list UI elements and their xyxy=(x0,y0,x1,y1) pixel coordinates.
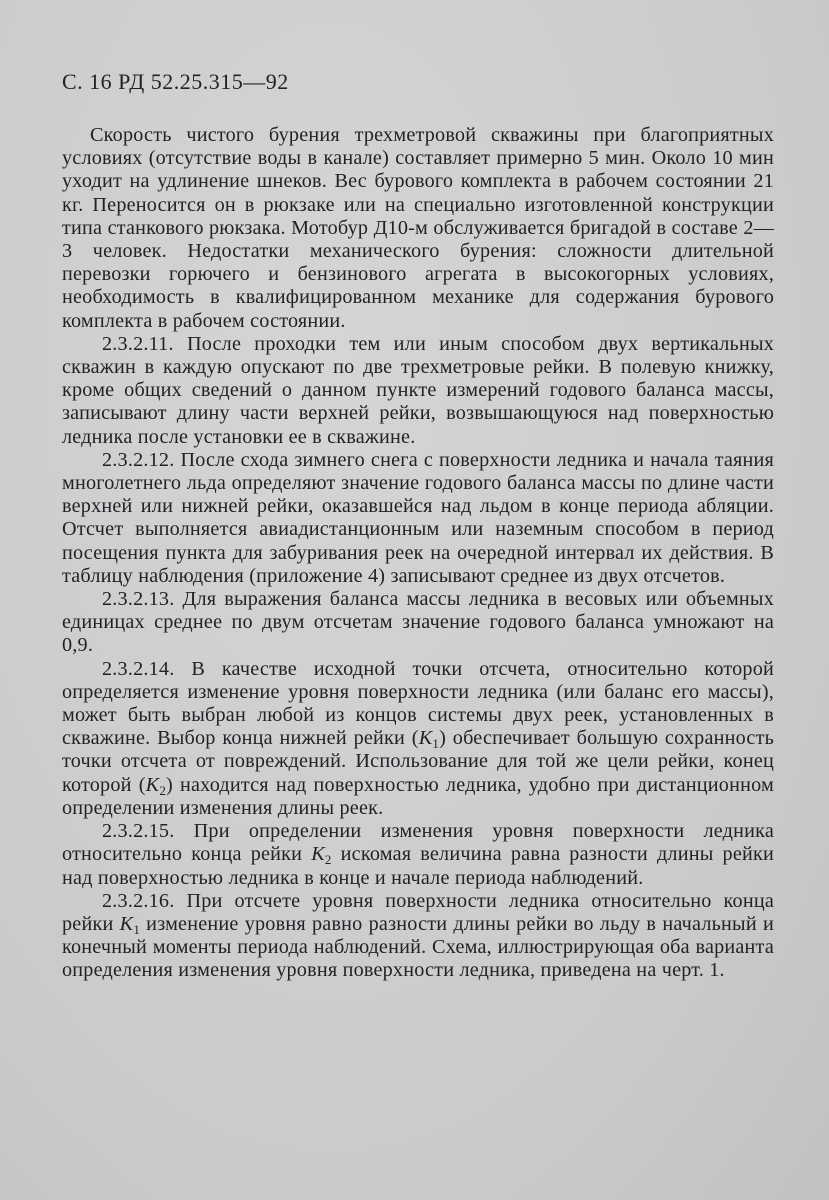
paragraph-2-3-2-16 xyxy=(62,890,774,983)
clause-number: 2.3.2.15. xyxy=(102,820,175,843)
paragraph-text-part: ) находится над поверхностью ледника, удобно при дистанционном определении изменения длины реек. xyxy=(62,773,774,819)
variable-k: K xyxy=(145,773,160,796)
paragraph-2-3-2-13 xyxy=(62,588,774,658)
clause-number: 2.3.2.13. xyxy=(102,588,175,611)
paragraph-2-3-2-12 xyxy=(62,449,774,588)
variable-subscript: 1 xyxy=(432,736,440,752)
paragraph-text: После схода зимнего снега с поверхности ледника и начала таяния многолетнего льда определяют значение годового баланса массы по длине части верхней или нижней рейки, оказавшейся над льдом в конце периода абляции. Отсчет выполняется авиадистанционным или наземным способом в период посещения пункта для забуривания реек на очередной интервал их действия. В таблицу наблюдения (приложение 4) записывают среднее из двух отсчетов. xyxy=(62,448,774,587)
page-header: С. 16 РД 52.25.315—92 xyxy=(62,69,289,94)
clause-number: 2.3.2.11. xyxy=(102,332,174,355)
paragraph-2-3-2-14 xyxy=(62,658,774,820)
paragraph-2-3-2-15 xyxy=(62,820,774,890)
paragraph-2-3-2-11 xyxy=(62,333,774,449)
paragraph-text-part: При отсчете уровня поверхности ледника относительно конца рейки xyxy=(62,889,774,935)
clause-number: 2.3.2.12. xyxy=(102,448,175,471)
document-page xyxy=(62,68,774,983)
variable-subscript: 2 xyxy=(159,782,167,798)
paragraph-text: Для выражения баланса массы ледника в весовых или объемных единицах среднее по двум отсчетам значение годового баланса умножают на 0,9. xyxy=(62,588,774,657)
variable-k: K xyxy=(418,727,433,750)
variable-subscript: 2 xyxy=(324,852,332,868)
paragraph-text: Скорость чистого бурения трехметровой скважины при благоприятных условиях (отсутствие воды в канале) составляет примерно 5 мин. Около 10 мин уходит на удлинение шнеков. Вес бурового комплекта в рабочем состоянии 21 кг. Переносится он в рюкзаке или на специально изготовленной конструкции типа станкового рюкзака. Мотобур Д10-м обслуживается бригадой в составе 2—3 человек. Недостатки механического бурения: сложности длительной перевозки горючего и бензинового агрегата в высокогорных условиях, необходимость в квалифицированном механике для содержания бурового комплекта в рабочем состоянии. xyxy=(62,124,774,332)
paragraph-intro xyxy=(62,124,774,333)
paragraph-text-part: В качестве исходной точки отсчета, относительно которой определяется изменение уровня поверхности ледника (или баланс его массы), может быть выбран любой из концов системы двух реек, установленных в скважине. Выбор конца нижней рейки ( xyxy=(62,657,774,750)
paragraph-text: После проходки тем или иным способом двух вертикальных скважин в каждую опускают по две трехметровые рейки. В полевую книжку, кроме общих сведений о данном пункте измерений годового баланса массы, записывают длину части верхней рейки, возвышающуюся над поверхностью ледника после установки ее в скважине. xyxy=(62,332,775,448)
variable-subscript: 1 xyxy=(133,921,141,937)
variable-k: K xyxy=(119,912,134,935)
paragraph-text-part: искомая величина равна разности длины рейки над поверхностью ледника в конце и начале периода наблюдений. xyxy=(62,843,774,889)
paragraph-text-part: ) обеспечивает большую сохранность точки отсчета от повреждений. Использование для той же цели рейки, конец которой ( xyxy=(62,727,775,796)
variable-k: K xyxy=(311,843,325,866)
clause-number: 2.3.2.14. xyxy=(102,657,175,680)
paragraph-text-part: изменение уровня равно разности длины рейки во льду в начальный и конечный моменты периода наблюдений. Схема, иллюстрирующая оба варианта определения изменения уровня поверхности ледника, приведена на черт. 1. xyxy=(62,912,774,982)
paragraph-text-part: При определении изменения уровня поверхности ледника относительно конца рейки xyxy=(62,820,775,866)
clause-number: 2.3.2.16. xyxy=(102,889,175,912)
